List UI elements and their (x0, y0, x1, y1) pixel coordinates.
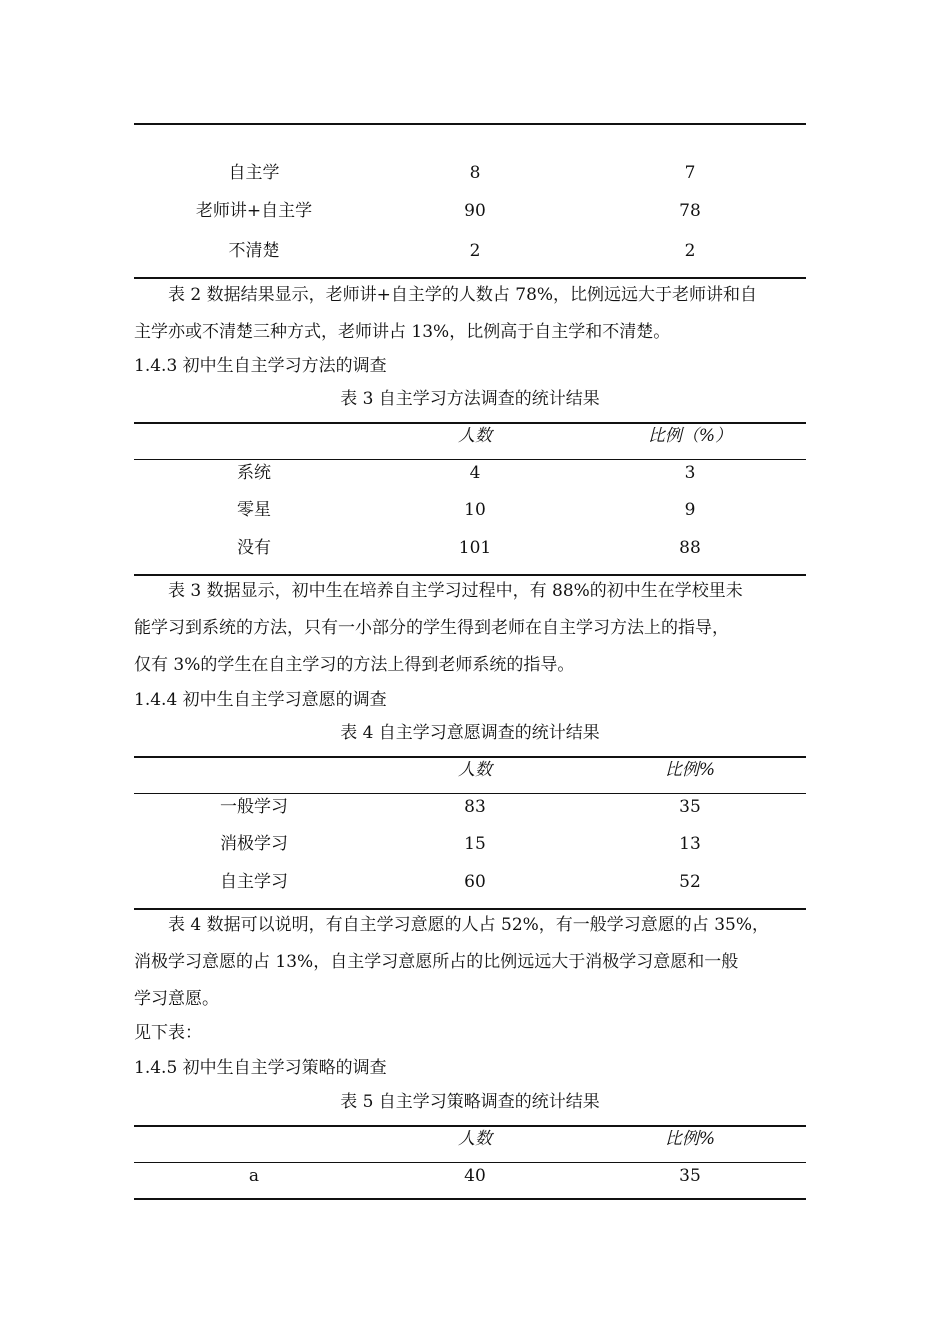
row-count: 40 (464, 1166, 486, 1186)
table-row (134, 199, 806, 223)
table5-bottom-rule (134, 1198, 806, 1200)
row-percent: 9 (684, 500, 696, 520)
table-caption: 表 4 自主学习意愿调查的统计结果 (340, 723, 600, 743)
table-row (134, 498, 806, 522)
table4-header-rule (134, 793, 806, 794)
row-label: 没有 (237, 538, 271, 558)
table2-top-rule (134, 123, 806, 125)
row-count: 90 (464, 201, 486, 221)
paragraph-line: 能学习到系统的方法，只有一小部分的学生得到老师在自主学习方法上的指导， (134, 618, 729, 638)
table-header-row (134, 758, 806, 782)
table5-header-rule (134, 1162, 806, 1163)
header-percent: 比例（%） (647, 426, 733, 446)
row-percent: 35 (679, 1166, 701, 1186)
table-row (134, 161, 806, 185)
row-label: 自主学习 (220, 872, 288, 892)
table-row (134, 795, 806, 819)
paragraph-line: 表 4 数据可以说明，有自主学习意愿的人占 52%，有一般学习意愿的占 35%， (168, 915, 770, 935)
section-heading: 1.4.4 初中生自主学习意愿的调查 (134, 690, 387, 710)
row-label: 不清楚 (228, 241, 280, 261)
header-count: 人数 (458, 1129, 492, 1149)
row-label: 零星 (237, 500, 271, 520)
row-count: 15 (464, 834, 486, 854)
row-percent: 7 (684, 163, 696, 183)
table-header-row (134, 1127, 806, 1151)
row-percent: 52 (679, 872, 701, 892)
paragraph-line: 表 2 数据结果显示，老师讲+自主学的人数占 78%，比例远远大于老师讲和自 (168, 285, 758, 305)
see-below-note: 见下表： (134, 1023, 202, 1043)
row-percent: 78 (679, 201, 701, 221)
table-row (134, 461, 806, 485)
row-percent: 2 (684, 241, 696, 261)
document-page (134, 0, 806, 1344)
header-percent: 比例% (664, 760, 716, 780)
paragraph-line: 表 3 数据显示，初中生在培养自主学习过程中，有 88%的初中生在学校里未 (168, 581, 743, 601)
row-label: 消极学习 (220, 834, 288, 854)
table2-analysis-paragraph (134, 277, 806, 351)
table-row (134, 832, 806, 856)
header-count: 人数 (458, 760, 492, 780)
row-count: 60 (464, 872, 486, 892)
row-percent: 3 (684, 463, 696, 483)
table-row (134, 536, 806, 560)
table-caption: 表 5 自主学习策略调查的统计结果 (340, 1092, 600, 1112)
table-row (134, 239, 806, 263)
paragraph-line: 主学亦或不清楚三种方式，老师讲占 13%，比例高于自主学和不清楚。 (134, 322, 671, 342)
row-percent: 35 (679, 797, 701, 817)
row-count: 83 (464, 797, 486, 817)
row-label: 老师讲+自主学 (195, 201, 313, 221)
row-label: 一般学习 (220, 797, 288, 817)
section-heading: 1.4.3 初中生自主学习方法的调查 (134, 356, 387, 376)
row-label: 自主学 (228, 163, 280, 183)
row-count: 10 (464, 500, 486, 520)
row-count: 4 (469, 463, 481, 483)
table-row (134, 870, 806, 894)
row-label: a (248, 1166, 260, 1186)
row-label: 系统 (237, 463, 271, 483)
table3-header-rule (134, 459, 806, 460)
table-header-row (134, 424, 806, 448)
row-count: 101 (458, 538, 492, 558)
row-percent: 13 (679, 834, 701, 854)
table-row (134, 1164, 806, 1188)
header-percent: 比例% (664, 1129, 716, 1149)
header-count: 人数 (458, 426, 492, 446)
table-caption: 表 3 自主学习方法调查的统计结果 (340, 389, 600, 409)
table4-analysis-paragraph (134, 907, 806, 1018)
row-count: 8 (469, 163, 481, 183)
section-heading: 1.4.5 初中生自主学习策略的调查 (134, 1058, 387, 1078)
paragraph-line: 消极学习意愿的占 13%，自主学习意愿所占的比例远远大于消极学习意愿和一般 (134, 952, 739, 972)
row-count: 2 (469, 241, 481, 261)
paragraph-line: 学习意愿。 (134, 989, 219, 1009)
table3-analysis-paragraph (134, 573, 806, 684)
row-percent: 88 (679, 538, 701, 558)
paragraph-line: 仅有 3%的学生在自主学习的方法上得到老师系统的指导。 (134, 655, 575, 675)
